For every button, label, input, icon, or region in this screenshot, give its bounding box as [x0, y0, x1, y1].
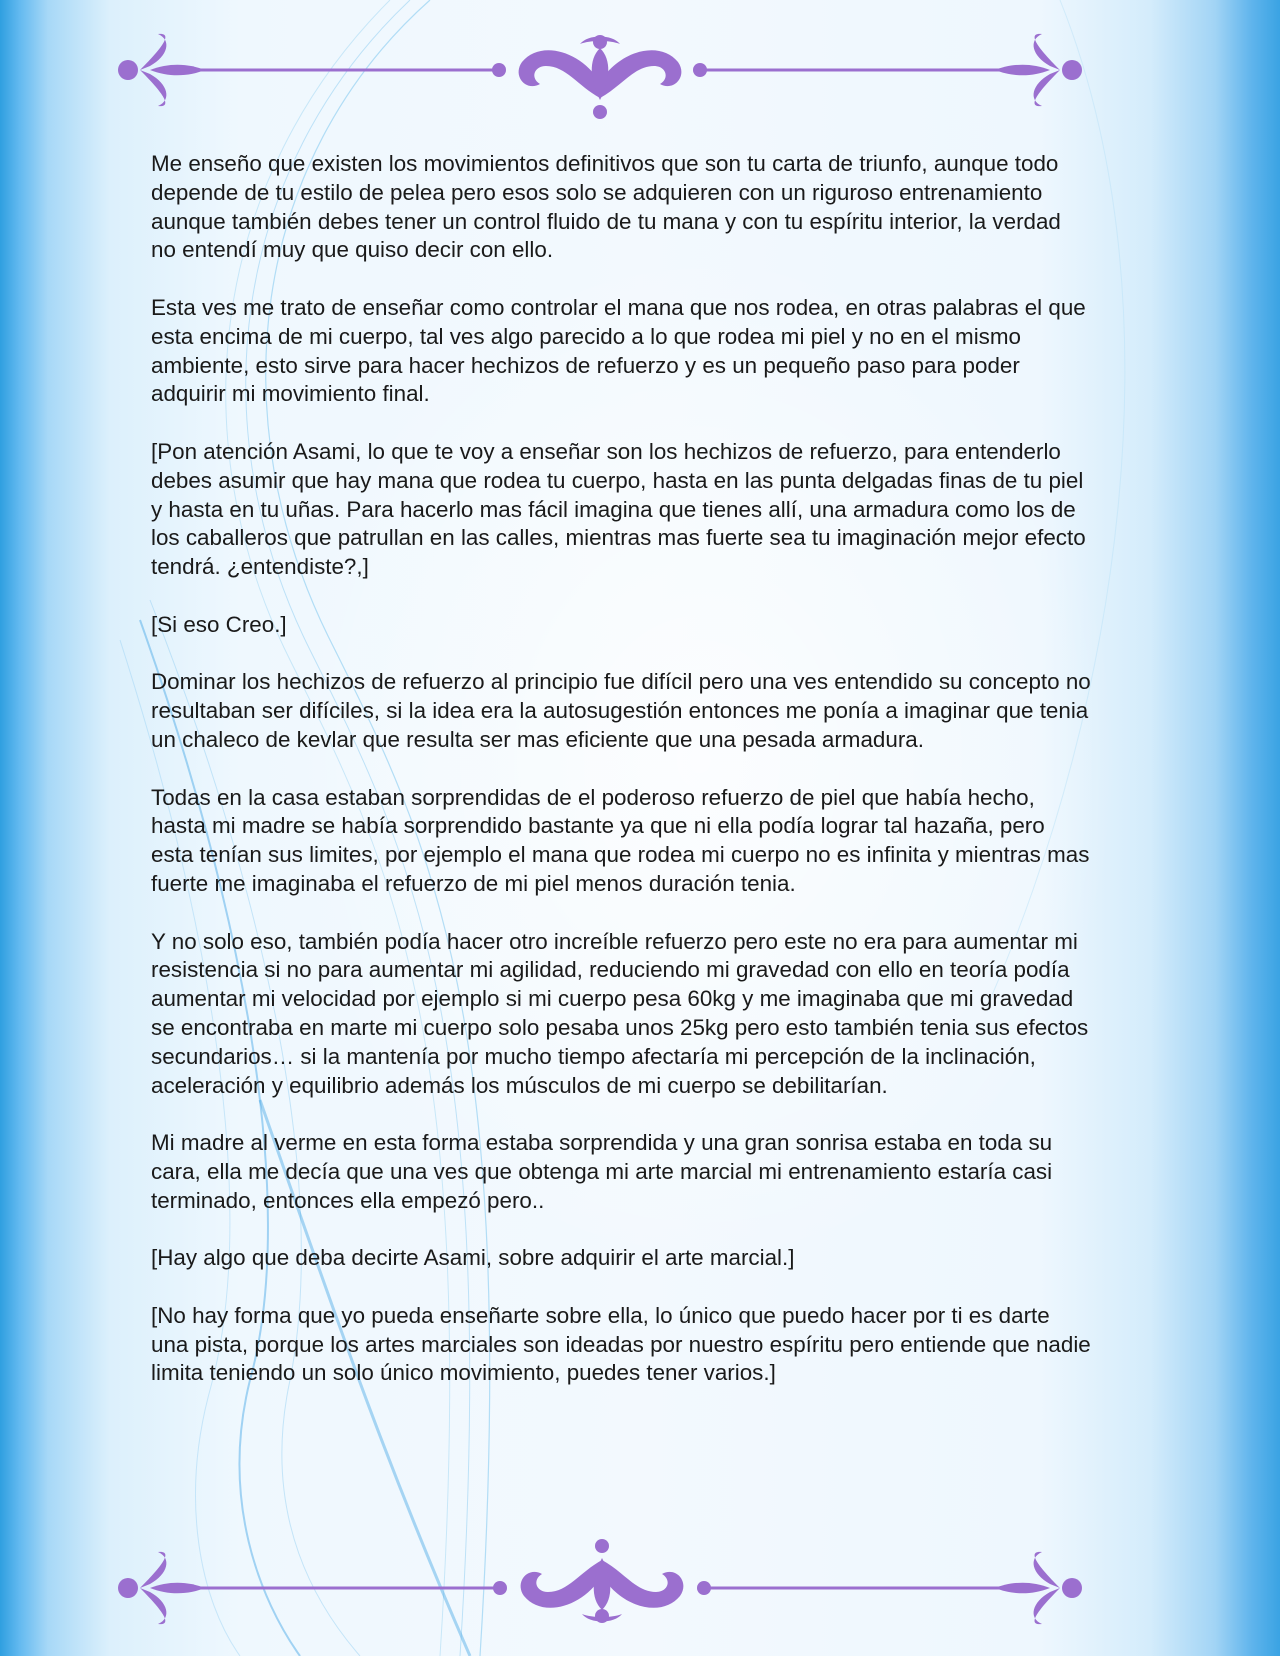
top-flourish-ornament [0, 20, 1280, 130]
paragraph: Mi madre al verme en esta forma estaba sorprendida y una gran sonrisa estaba en toda su cara, ella me decía que una ves que obtenga mi arte marcial mi entrenamiento estaría casi terminado, entonces ella empezó pero.. [151, 1130, 1053, 1213]
paragraph: Y no solo eso, también podía hacer otro increíble refuerzo pero este no era para aumentar mi resistencia si no para aumentar mi agilidad, reduciendo mi gravedad con ello en teoría podía aumentar mi velocidad por ejemplo si mi cuerpo pesa 60kg y me imaginaba que mi gravedad se encontraba en marte mi cuerpo solo pesaba unos 25kg pero esto también tenia sus efectos secundarios… si la mantenía por mucho tiempo afectaría mi percepción de la inclinación, aceleración y equilibrio además los músculos de mi cuerpo se debilitarían. [151, 928, 1089, 1098]
paragraph: Esta ves me trato de enseñar como controlar el mana que nos rodea, en otras palabras el que esta encima de mi cuerpo, tal ves algo parecido a lo que rodea mi piel y no en el mismo ambiente, esto sirve para hacer hechizos de refuerzo y es un pequeño paso para poder adquirir mi movimiento final. [151, 294, 1086, 407]
paragraph: [Si eso Creo.] [151, 611, 287, 637]
body-text [151, 150, 1091, 1417]
paragraph: [Hay algo que deba decirte Asami, sobre adquirir el arte marcial.] [151, 1245, 795, 1271]
paragraph: [Pon atención Asami, lo que te voy a enseñar son los hechizos de refuerzo, para entenderlo debes asumir que hay mana que rodea tu cuerpo, hasta en las punta delgadas finas de tu piel y hasta en tu uñas. Para hacerlo mas fácil imagina que tienes allí, una armadura como los de los caballeros que patrullan en las calles, mientras mas fuerte sea tu imaginación mejor efecto tendrá. ¿entendiste?,] [151, 438, 1086, 580]
paragraph: Dominar los hechizos de refuerzo al principio fue difícil pero una ves entendido su concepto no resultaban ser difíciles, si la idea era la autosugestión entonces me ponía a imaginar que tenia un chaleco de kevlar que resulta ser mas eficiente que una pesada armadura. [151, 669, 1091, 752]
bottom-flourish-ornament [0, 1528, 1280, 1638]
paragraph: Todas en la casa estaban sorprendidas de el poderoso refuerzo de piel que había hecho, hasta mi madre se había sorprendido bastante ya que ni ella podía lograr tal hazaña, pero esta tenían sus limites, por ejemplo el mana que rodea mi cuerpo no es infinita y mientras mas fuerte me imaginaba el refuerzo de mi piel menos duración tenia. [151, 784, 1090, 896]
paragraph: [No hay forma que yo pueda enseñarte sobre ella, lo único que puedo hacer por ti es darte una pista, porque los artes marciales son ideadas por nuestro espíritu pero entiende que nadie limita teniendo un solo único movimiento, puedes tener varios.] [151, 1302, 1091, 1386]
paragraph: Me enseño que existen los movimientos definitivos que son tu carta de triunfo, aunque todo depende de tu estilo de pelea pero esos solo se adquieren con un riguroso entrenamiento aunque también debes tener un control fluido de tu mana y con tu espíritu interior, la verdad no entendí muy que quiso decir con ello. [151, 151, 1061, 263]
